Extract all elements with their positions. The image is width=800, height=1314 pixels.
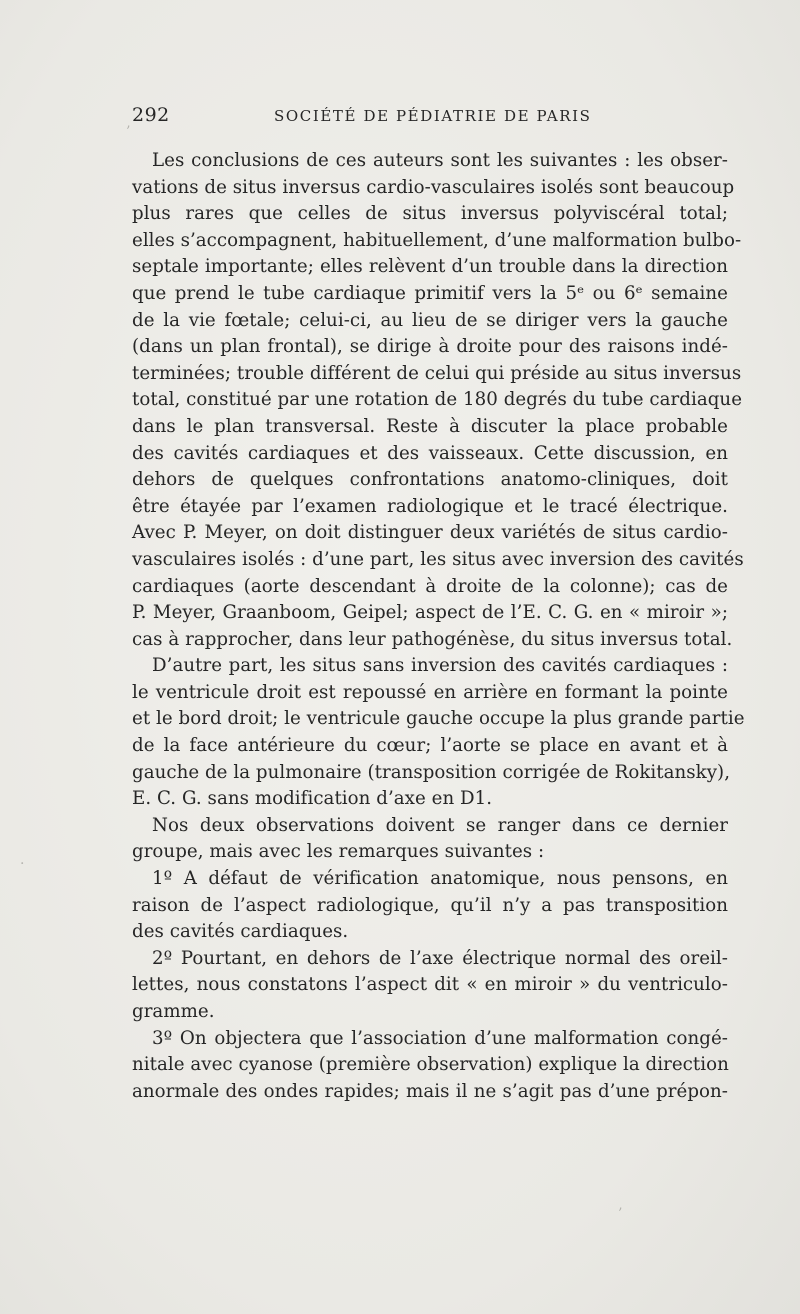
text-line: nitale avec cyanose (première observation) explique la direction	[132, 1054, 729, 1076]
text-line: gramme.	[132, 1001, 215, 1022]
text-line: P. Meyer, Graanboom, Geipel; aspect de l’E. C. G. en « miroir »;	[132, 602, 728, 624]
paper-speck: ’	[126, 124, 131, 140]
text-line: gauche de la pulmonaire (transposition corrigée de Rokitansky),	[132, 761, 731, 783]
text-line: dans le plan transversal. Reste à discuter la place probable	[132, 415, 728, 437]
text-line: 1º A défaut de vérification anatomique, nous pensons, en	[152, 868, 728, 890]
text-line: et le bord droit; le ventricule gauche occupe la plus grande partie	[132, 708, 745, 730]
text-line: lettes, nous constatons l’aspect dit « en miroir » du ventriculo-	[132, 974, 728, 996]
text-line: être étayée par l’examen radiologique et le tracé électrique.	[132, 495, 728, 517]
text-line: de la face antérieure du cœur; l’aorte se place en avant et à	[132, 735, 728, 757]
text-line: Avec P. Meyer, on doit distinguer deux variétés de situs cardio-	[132, 522, 728, 544]
text-line: E. C. G. sans modification d’axe en D1.	[132, 788, 493, 810]
page-number: 292	[132, 104, 170, 126]
text-line: anormale des ondes rapides; mais il ne s’agit pas d’une prépon-	[132, 1080, 728, 1102]
text-line: que prend le tube cardiaque primitif vers la 5ᵉ ou 6ᵉ semaine	[132, 282, 728, 304]
text-line: 3º On objectera que l’association d’une malformation congé-	[152, 1027, 728, 1049]
body-text	[132, 148, 745, 1105]
text-line: dehors de quelques confrontations anatomo-cliniques, doit	[132, 469, 728, 491]
text-line: D’autre part, les situs sans inversion des cavités cardiaques :	[152, 655, 728, 677]
text-line: groupe, mais avec les remarques suivantes :	[132, 841, 545, 863]
text-line: le ventricule droit est repoussé en arrière en formant la pointe	[132, 681, 728, 703]
journal-title: SOCIÉTÉ DE PÉDIATRIE DE PARIS	[274, 107, 592, 125]
text-line: de la vie fœtale; celui-ci, au lieu de se diriger vers la gauche	[132, 309, 728, 331]
text-line: raison de l’aspect radiologique, qu’il n’y a pas transposition	[132, 894, 728, 916]
text-line: cas à rapprocher, dans leur pathogénèse, du situs inversus total.	[132, 628, 733, 650]
text-line: (dans un plan frontal), se dirige à droite pour des raisons indé-	[132, 336, 728, 358]
text-line: elles s’accompagnent, habituellement, d’une malformation bulbo-	[132, 229, 742, 251]
text-line: cardiaques (aorte descendant à droite de la colonne); cas de	[132, 575, 728, 597]
text-line: Les conclusions de ces auteurs sont les suivantes : les obser-	[152, 150, 728, 171]
text-line: Nos deux observations doivent se ranger dans ce dernier	[152, 814, 728, 836]
text-line: vations de situs inversus cardio-vasculaires isolés sont beaucoup	[132, 176, 735, 198]
text-line: plus rares que celles de situs inversus polyviscéral total;	[132, 203, 728, 225]
text-line: des cavités cardiaques et des vaisseaux. Cette discussion, en	[132, 442, 728, 464]
paper-speck: ’	[618, 1206, 623, 1222]
text-line: vasculaires isolés : d’une part, les situs avec inversion des cavités	[132, 548, 744, 570]
paper-speck: ·	[20, 856, 25, 872]
text-line: des cavités cardiaques.	[132, 921, 349, 943]
text-line: septale importante; elles relèvent d’un trouble dans la direction	[132, 256, 728, 278]
running-head	[132, 104, 726, 130]
text-line: total, constitué par une rotation de 180 degrés du tube cardiaque	[132, 389, 743, 411]
text-line: terminées; trouble différent de celui qui préside au situs inversus	[132, 362, 742, 384]
text-line: 2º Pourtant, en dehors de l’axe électrique normal des oreil-	[152, 947, 728, 969]
